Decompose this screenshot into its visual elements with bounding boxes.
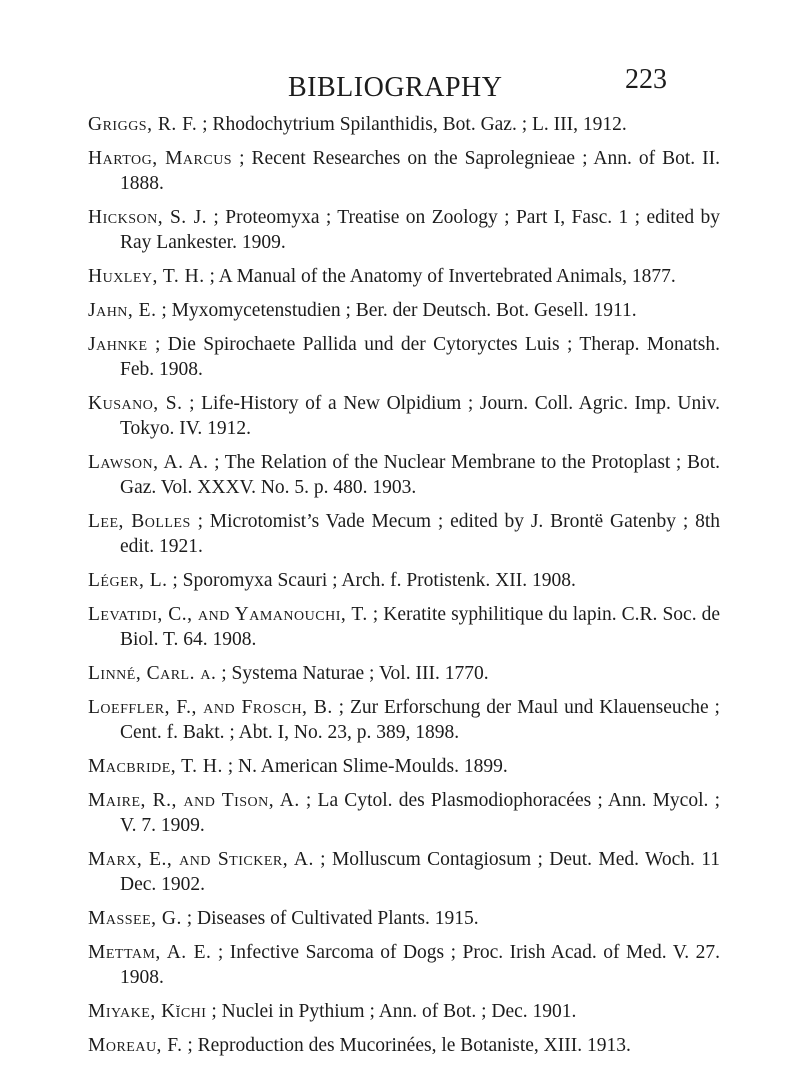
bibliography-entry xyxy=(88,788,720,838)
entry-text: ; Myxomycetenstudien ; Ber. der Deutsch. Bot. Gesell. 1911. xyxy=(156,300,637,321)
entry-text: ; Microtomist’s Vade Mecum ; edited by J. Brontë Gatenby ; 8th edit. 1921. xyxy=(120,511,721,557)
entry-text: ; Keratite syphilitique du lapin. C.R. Soc. de Biol. T. 64. 1908. xyxy=(120,604,721,650)
bibliography-entry xyxy=(88,391,720,441)
entry-text: ; Die Spirochaete Pallida und der Cytoryctes Luis ; Therap. Monatsh. Feb. 1908. xyxy=(120,334,720,380)
entry-author: Hartog, Marcus xyxy=(88,148,233,169)
bibliography-entry xyxy=(88,146,720,196)
bibliography-entry xyxy=(88,847,720,897)
entry-author: Marx, E., and Sticker, A. xyxy=(88,849,314,870)
entry-author: Griggs, R. F. xyxy=(88,114,198,135)
entry-author: Jahn, E. xyxy=(88,300,157,321)
entry-text: ; La Cytol. des Plasmodiophoracées ; Ann. Mycol. ; V. 7. 1909. xyxy=(120,790,720,836)
bibliography-entry xyxy=(88,695,720,745)
bibliography-entry xyxy=(88,205,720,255)
entry-text: ; Sporomyxa Scauri ; Arch. f. Protistenk. XII. 1908. xyxy=(167,570,576,591)
entry-author: Lawson, A. A. xyxy=(88,452,209,473)
page-number: 223 xyxy=(625,64,667,95)
bibliography-entry xyxy=(88,661,720,686)
bibliography-entry xyxy=(88,940,720,990)
entry-text: ; Infective Sarcoma of Dogs ; Proc. Irish Acad. of Med. V. 27. 1908. xyxy=(120,942,720,988)
bibliography-entry xyxy=(88,112,720,137)
entry-author: Loeffler, F., and Frosch, B. xyxy=(88,697,333,718)
bibliography-entry xyxy=(88,568,720,593)
entry-author: Kusano, S. xyxy=(88,393,183,414)
entry-text: ; Diseases of Cultivated Plants. 1915. xyxy=(181,908,479,929)
entry-text: ; Systema Naturae ; Vol. III. 1770. xyxy=(216,663,489,684)
entry-author: Mettam, A. E. xyxy=(88,942,212,963)
entry-text: ; Nuclei in Pythium ; Ann. of Bot. ; Dec. 1901. xyxy=(206,1001,577,1022)
entry-author: Macbride, T. H. xyxy=(88,756,223,777)
entry-author: Levatidi, C., and Yamanouchi, T. xyxy=(88,604,368,625)
bibliography-entry xyxy=(88,509,720,559)
bibliography-list xyxy=(88,112,720,1067)
bibliography-entry xyxy=(88,999,720,1024)
entry-text: ; Recent Researches on the Saprolegnieae ; Ann. of Bot. II. 1888. xyxy=(120,148,720,194)
entry-author: Huxley, T. H. xyxy=(88,266,205,287)
entry-text: ; Proteomyxa ; Treatise on Zoology ; Part I, Fasc. 1 ; edited by Ray Lankester. 1909. xyxy=(120,207,720,253)
entry-text: ; Reproduction des Mucorinées, le Botaniste, XIII. 1913. xyxy=(182,1035,631,1056)
bibliography-entry xyxy=(88,754,720,779)
entry-text: ; Life-History of a New Olpidium ; Journ. Coll. Agric. Imp. Univ. Tokyo. IV. 1912. xyxy=(120,393,721,439)
bibliography-entry xyxy=(88,450,720,500)
entry-author: Maire, R., and Tison, A. xyxy=(88,790,300,811)
bibliography-entry xyxy=(88,264,720,289)
entry-text: ; Molluscum Contagiosum ; Deut. Med. Woch. 11 Dec. 1902. xyxy=(120,849,721,895)
entry-author: Léger, L. xyxy=(88,570,168,591)
entry-author: Miyake, Kĭchi xyxy=(88,1001,207,1022)
entry-text: ; N. American Slime-Moulds. 1899. xyxy=(222,756,508,777)
entry-author: Jahnke xyxy=(88,334,148,355)
bibliography-entry xyxy=(88,906,720,931)
entry-text: ; A Manual of the Anatomy of Invertebrated Animals, 1877. xyxy=(204,266,676,287)
entry-author: Moreau, F. xyxy=(88,1035,183,1056)
entry-author: Massee, G. xyxy=(88,908,182,929)
bibliography-entry xyxy=(88,602,720,652)
bibliography-entry xyxy=(88,1033,720,1058)
bibliography-entry xyxy=(88,332,720,382)
entry-text: ; Rhodochytrium Spilanthidis, Bot. Gaz. ; L. III, 1912. xyxy=(197,114,627,135)
entry-text: ; Zur Erforschung der Maul und Klauenseuche ; Cent. f. Bakt. ; Abt. I, No. 23, p. 389, 1898. xyxy=(120,697,720,743)
running-head: BIBLIOGRAPHY xyxy=(288,72,503,103)
entry-text: ; The Relation of the Nuclear Membrane to the Protoplast ; Bot. Gaz. Vol. XXXV. No. 5. p. 480. 1903. xyxy=(120,452,721,498)
entry-author: Lee, Bolles xyxy=(88,511,191,532)
entry-author: Hickson, S. J. xyxy=(88,207,208,228)
bibliography-entry xyxy=(88,298,720,323)
entry-author: Linné, Carl. a. xyxy=(88,663,217,684)
